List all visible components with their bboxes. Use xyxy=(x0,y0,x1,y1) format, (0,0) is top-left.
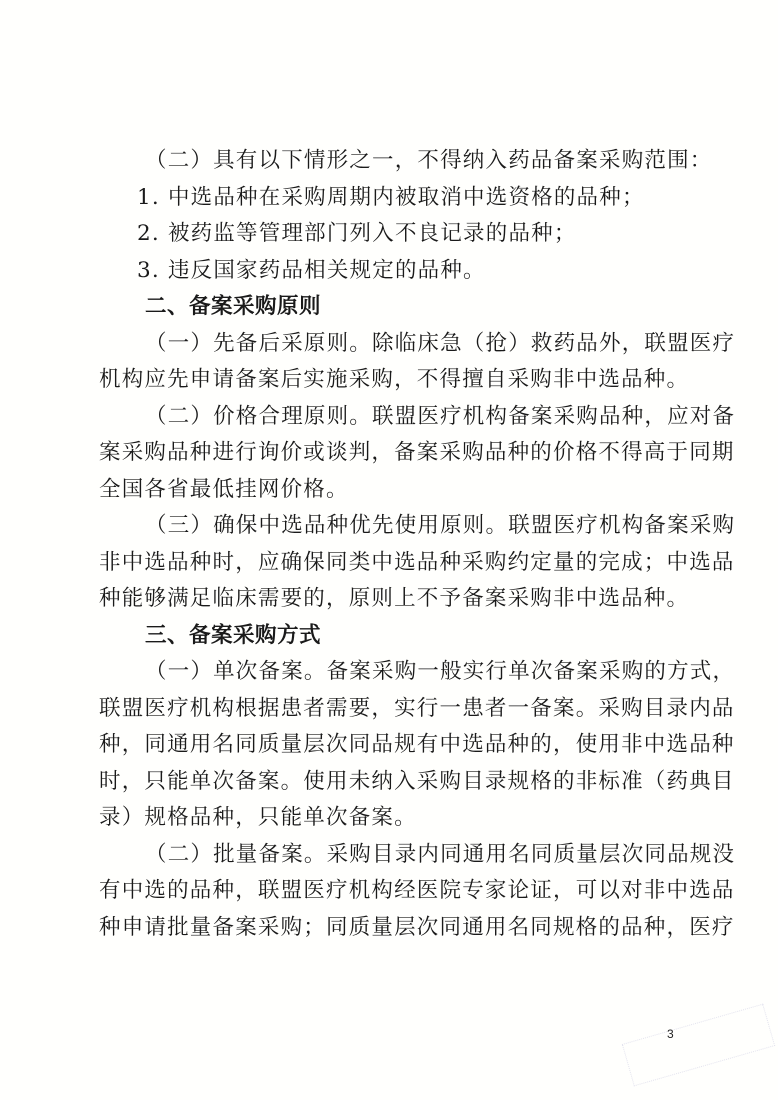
method-1-line-1: （一）单次备案。备案采购一般实行单次备案采购的方式， xyxy=(145,659,736,684)
paragraph-line xyxy=(99,326,736,363)
principle-3-line-1: （三）确保中选品种优先使用原则。联盟医疗机构备案采购 xyxy=(145,513,736,538)
paragraph-line xyxy=(99,545,735,582)
method-2-line-3: 种申请批量备案采购；同质量层次同通用名同规格的品种，医疗 xyxy=(99,914,735,940)
paragraph-line: 机构应先申请备案后实施采购，不得擅自采购非中选品种。 xyxy=(99,367,690,392)
principle-1-line-1: （一）先备后采原则。除临床急（抢）救药品外，联盟医疗 xyxy=(145,330,736,356)
section-heading-principles: 二、备案采购原则 xyxy=(145,294,322,319)
list-item-3: 3. 违反国家药品相关规定的品种。 xyxy=(137,257,486,283)
method-1-line-3: 种，同通用名同质量层次同品规有中选品种的，使用非中选品种 xyxy=(99,732,735,757)
paragraph-line xyxy=(99,764,735,801)
faint-stamp-watermark xyxy=(622,1004,775,1087)
paragraph-line xyxy=(99,508,736,545)
paragraph-line: 录）规格品种，只能单次备案。 xyxy=(99,805,417,830)
paragraph-line xyxy=(99,837,736,874)
method-1-line-2: 联盟医疗机构根据患者需要，实行一患者一备案。采购目录内品 xyxy=(99,695,735,721)
principle-2-line-1: （二）价格合理原则。联盟医疗机构备案采购品种，应对备 xyxy=(145,403,736,429)
paragraph-line xyxy=(99,691,735,728)
method-2-line-1: （二）批量备案。采购目录内同通用名同质量层次同品规没 xyxy=(145,841,736,867)
principle-2-line-2: 案采购品种进行询价或谈判，备案采购品种的价格不得高于同期 xyxy=(99,440,735,465)
method-1-line-4: 时，只能单次备案。使用未纳入采购目录规格的非标准（药典目 xyxy=(99,768,735,794)
paragraph-exclusion-intro: （二）具有以下情形之一，不得纳入药品备案采购范围： xyxy=(145,148,713,173)
paragraph-line: 全国各省最低挂网价格。 xyxy=(99,476,349,502)
paragraph-line xyxy=(99,654,736,691)
paragraph-line xyxy=(99,727,735,764)
principle-3-line-2: 非中选品种时，应确保同类中选品种采购约定量的完成；中选品 xyxy=(99,549,735,575)
list-item-2: 2. 被药监等管理部门列入不良记录的品种； xyxy=(137,221,577,246)
document-page xyxy=(99,143,736,946)
paragraph-line xyxy=(99,399,736,436)
page-number: 3 xyxy=(667,1027,674,1041)
paragraph-line xyxy=(99,873,735,910)
paragraph-line: 种能够满足临床需要的，原则上不予备案采购非中选品种。 xyxy=(99,586,690,611)
list-item-1: 1. 中选品种在采购周期内被取消中选资格的品种； xyxy=(137,184,645,210)
paragraph-line xyxy=(99,435,735,472)
section-heading-methods: 三、备案采购方式 xyxy=(145,622,322,648)
method-2-line-2: 有中选的品种，联盟医疗机构经医院专家论证，可以对非中选品 xyxy=(99,878,735,903)
paragraph-line xyxy=(99,910,735,947)
